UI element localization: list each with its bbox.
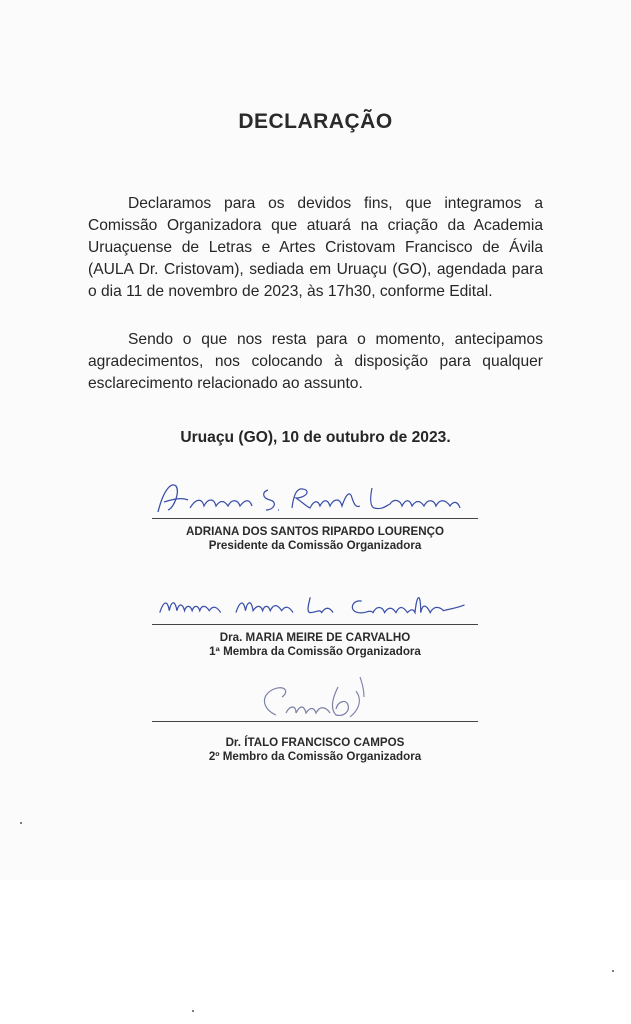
signature-line-1 [152,518,478,519]
body-paragraph-1 [88,193,543,303]
signature-block-3 [150,669,480,763]
signature-line-3 [152,721,478,722]
signatory-3-name: Dr. ÍTALO FRANCISCO CAMPOS [225,736,405,749]
signatory-2-name: Dra. MARIA MEIRE DE CARVALHO [219,631,411,644]
signatory-1-name: ADRIANA DOS SANTOS RIPARDO LOURENÇO [185,525,445,538]
scan-speck [192,1010,194,1012]
signatory-1-role: Presidente da Comissão Organizadora [208,539,422,552]
signature-line-2 [152,624,478,625]
signature-block-1 [150,468,480,552]
place-and-date: Uruaçu (GO), 10 de outubro de 2023. [180,429,451,446]
document-title: DECLARAÇÃO [238,110,393,133]
handwritten-signature-2 [150,584,480,624]
signatory-2-role: 1ª Membra da Comissão Organizadora [209,645,421,658]
signature-block-2 [150,584,480,658]
paragraph-2-text: Sendo o que nos resta para o momento, antecipamos agradecimentos, nos colocando à disposição para qualquer esclarecimento relacionado ao assunto. [88,331,543,392]
handwritten-signature-3 [150,669,480,721]
scan-speck [20,822,22,824]
scan-speck [612,970,614,972]
paragraph-1-text: Declaramos para os devidos fins, que integramos a Comissão Organizadora que atuará na criação da Academia Uruaçuense de Letras e Artes Cristovam Francisco de Ávila (AULA Dr. Cristovam), sediada em Uruaçu (GO), agendada para o dia 11 de novembro de 2023, às 17h30, conforme Edital. [88,195,543,300]
handwritten-signature-1 [150,468,480,518]
body-paragraph-2 [88,329,543,395]
signatory-3-role: 2º Membro da Comissão Organizadora [208,750,422,763]
